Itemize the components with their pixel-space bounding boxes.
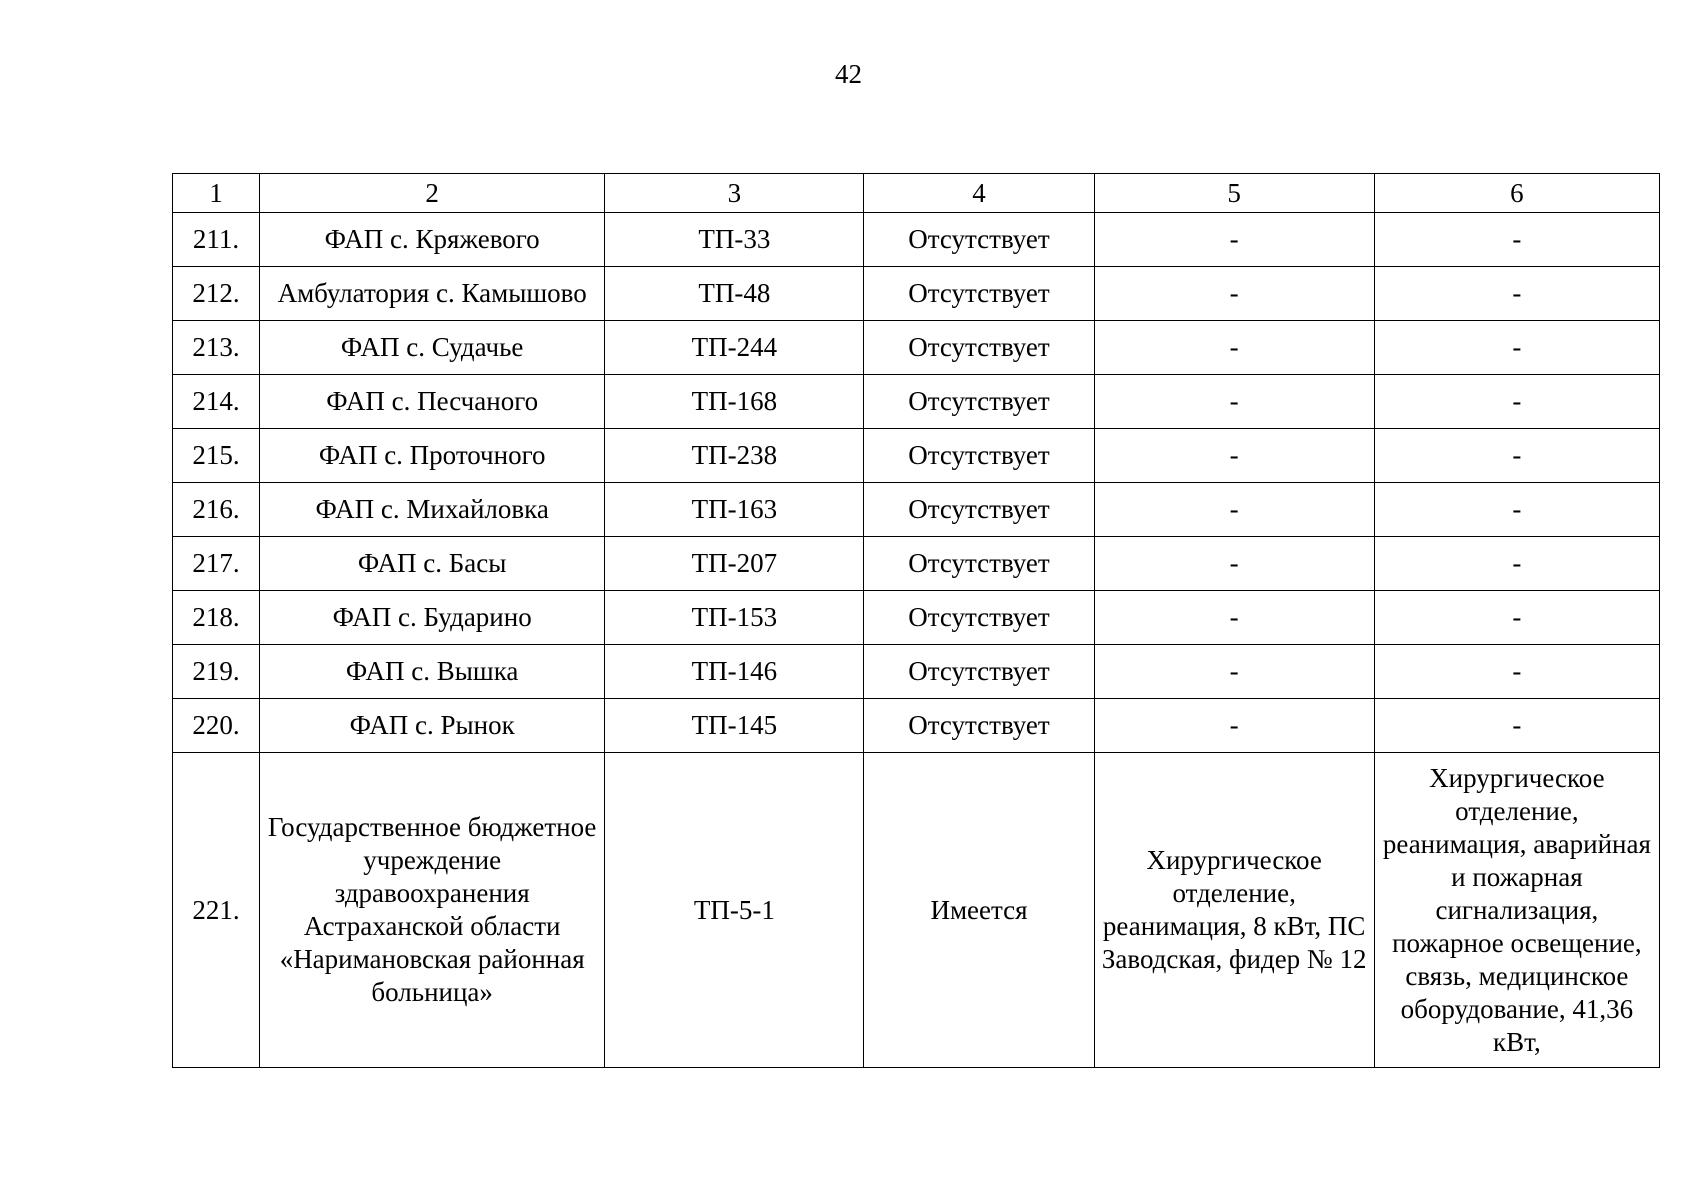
table-row bbox=[173, 537, 1660, 591]
substation: ТП-168 bbox=[605, 375, 864, 429]
row-number: 219. bbox=[173, 645, 260, 699]
column-5-value: - bbox=[1094, 699, 1374, 753]
substation: ТП-48 bbox=[605, 267, 864, 321]
column-5-value: - bbox=[1094, 213, 1374, 267]
reserve-status: Имеется bbox=[864, 753, 1094, 1068]
column-6-value: - bbox=[1374, 645, 1659, 699]
column-5-value: - bbox=[1094, 321, 1374, 375]
row-number: 218. bbox=[173, 591, 260, 645]
header-cell-5: 5 bbox=[1094, 174, 1374, 213]
row-number: 215. bbox=[173, 429, 260, 483]
table-row bbox=[173, 321, 1660, 375]
substation: ТП-33 bbox=[605, 213, 864, 267]
substation: ТП-153 bbox=[605, 591, 864, 645]
column-5-value: - bbox=[1094, 483, 1374, 537]
table-row bbox=[173, 591, 1660, 645]
page-number: 42 bbox=[835, 59, 862, 89]
header-cell-4: 4 bbox=[864, 174, 1094, 213]
row-number: 217. bbox=[173, 537, 260, 591]
column-6-value: - bbox=[1374, 483, 1659, 537]
column-5-value: - bbox=[1094, 537, 1374, 591]
column-6-value: - bbox=[1374, 699, 1659, 753]
facility-name: ФАП с. Песчаного bbox=[260, 375, 605, 429]
reserve-status: Отсутствует bbox=[864, 429, 1094, 483]
header-cell-1: 1 bbox=[173, 174, 260, 213]
column-5-value: - bbox=[1094, 267, 1374, 321]
table-row bbox=[173, 375, 1660, 429]
facility-name: ФАП с. Кряжевого bbox=[260, 213, 605, 267]
data-table bbox=[172, 173, 1660, 1068]
table-header bbox=[173, 174, 1660, 213]
row-number: 213. bbox=[173, 321, 260, 375]
column-5-value: - bbox=[1094, 645, 1374, 699]
facility-name: Государственное бюджетное учреждение здравоохранения Астраханской области «Наримановская районная больница» bbox=[260, 753, 605, 1068]
header-cell-6: 6 bbox=[1374, 174, 1659, 213]
substation: ТП-244 bbox=[605, 321, 864, 375]
column-6-value: - bbox=[1374, 321, 1659, 375]
facility-name: ФАП с. Басы bbox=[260, 537, 605, 591]
column-6-value: - bbox=[1374, 213, 1659, 267]
column-6-value: - bbox=[1374, 537, 1659, 591]
column-6-value: - bbox=[1374, 375, 1659, 429]
facility-name: ФАП с. Проточного bbox=[260, 429, 605, 483]
table-row bbox=[173, 753, 1660, 1068]
substation: ТП-146 bbox=[605, 645, 864, 699]
table-row bbox=[173, 483, 1660, 537]
column-6-value: - bbox=[1374, 267, 1659, 321]
column-6-value: - bbox=[1374, 429, 1659, 483]
row-number: 214. bbox=[173, 375, 260, 429]
row-number: 211. bbox=[173, 213, 260, 267]
header-cell-3: 3 bbox=[605, 174, 864, 213]
column-5-value: - bbox=[1094, 375, 1374, 429]
substation: ТП-5-1 bbox=[605, 753, 864, 1068]
row-number: 221. bbox=[173, 753, 260, 1068]
reserve-status: Отсутствует bbox=[864, 321, 1094, 375]
reserve-status: Отсутствует bbox=[864, 267, 1094, 321]
facility-name: ФАП с. Судачье bbox=[260, 321, 605, 375]
table-row bbox=[173, 267, 1660, 321]
reserve-status: Отсутствует bbox=[864, 213, 1094, 267]
reserve-status: Отсутствует bbox=[864, 699, 1094, 753]
column-5-value: Хирургическое отделение, реанимация, 8 кВт, ПС Заводская, фидер № 12 bbox=[1094, 753, 1374, 1068]
facility-name: ФАП с. Вышка bbox=[260, 645, 605, 699]
table-row bbox=[173, 213, 1660, 267]
facility-name: ФАП с. Михайловка bbox=[260, 483, 605, 537]
reserve-status: Отсутствует bbox=[864, 375, 1094, 429]
reserve-status: Отсутствует bbox=[864, 591, 1094, 645]
substation: ТП-145 bbox=[605, 699, 864, 753]
row-number: 212. bbox=[173, 267, 260, 321]
reserve-status: Отсутствует bbox=[864, 537, 1094, 591]
header-row bbox=[173, 174, 1660, 213]
column-5-value: - bbox=[1094, 591, 1374, 645]
row-number: 220. bbox=[173, 699, 260, 753]
column-6-value: - bbox=[1374, 591, 1659, 645]
table-row bbox=[173, 645, 1660, 699]
header-cell-2: 2 bbox=[260, 174, 605, 213]
substation: ТП-207 bbox=[605, 537, 864, 591]
table-body bbox=[173, 213, 1660, 1068]
column-5-value: - bbox=[1094, 429, 1374, 483]
reserve-status: Отсутствует bbox=[864, 645, 1094, 699]
column-6-value: Хирургическое отделение, реанимация, аварийная и пожарная сигнализация, пожарное освещение, связь, медицинское оборудование, 41,36 кВт, bbox=[1374, 753, 1659, 1068]
facility-name: ФАП с. Бударино bbox=[260, 591, 605, 645]
substation: ТП-163 bbox=[605, 483, 864, 537]
facility-name: Амбулатория с. Камышово bbox=[260, 267, 605, 321]
table-row bbox=[173, 429, 1660, 483]
row-number: 216. bbox=[173, 483, 260, 537]
reserve-status: Отсутствует bbox=[864, 483, 1094, 537]
table-row bbox=[173, 699, 1660, 753]
substation: ТП-238 bbox=[605, 429, 864, 483]
facility-name: ФАП с. Рынок bbox=[260, 699, 605, 753]
